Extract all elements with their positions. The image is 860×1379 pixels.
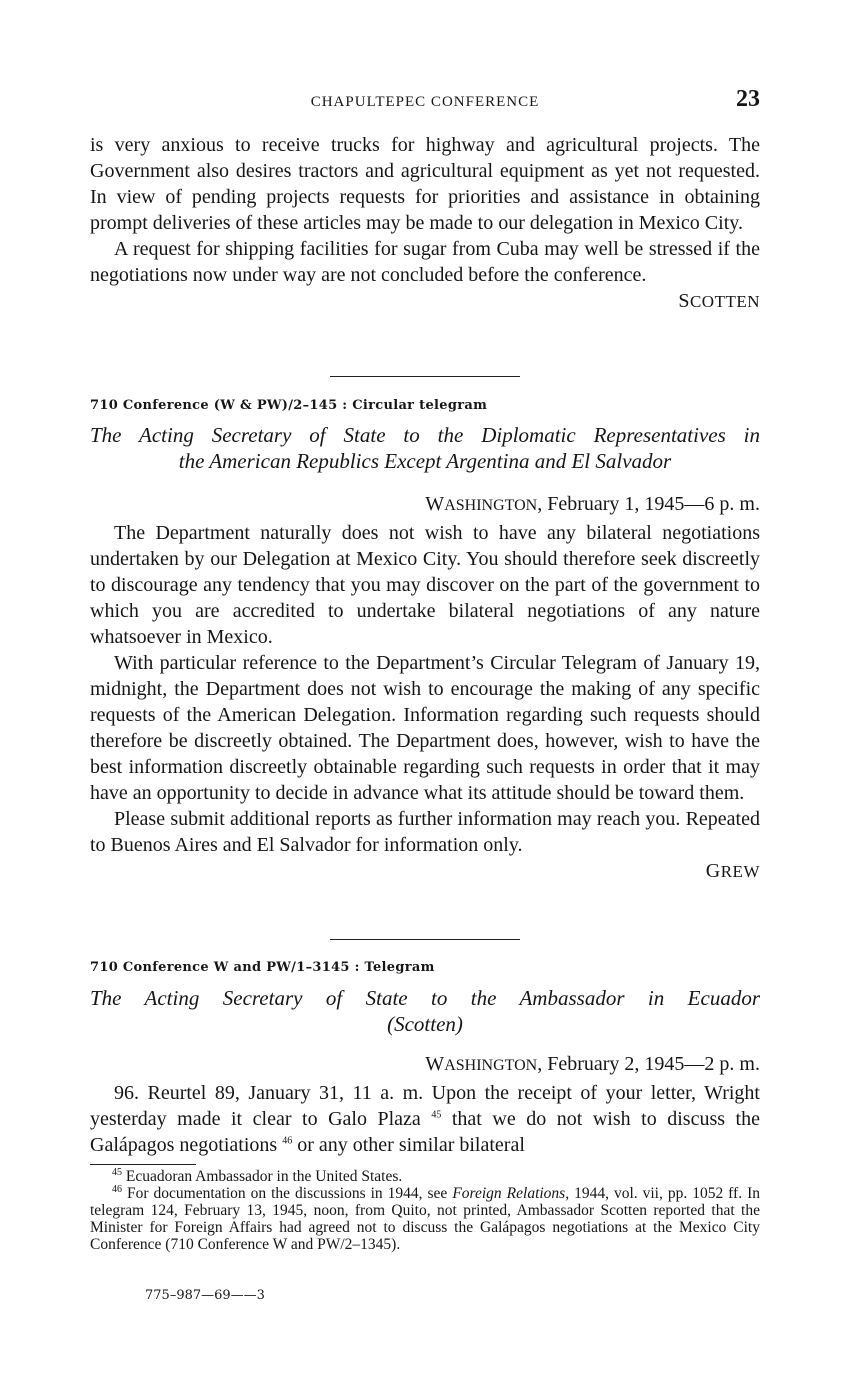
section-circular-telegram (90, 520, 760, 885)
signature-rest: REW (720, 862, 760, 881)
title-line: (Scotten) (387, 1012, 463, 1036)
dateline-initial: W (425, 493, 445, 515)
dateline-date: , February 1, 1945—6 p. m. (537, 493, 760, 515)
body-paragraph: With particular reference to the Department’s Circular Telegram of January 19, midnight, the Department does not wish to encourage the making of any specific requests of the American Delegation. Information regarding such requests should therefore be discreetly obtained. The Department does, however, wish to have the best information discreetly obtainable regarding such requests in order that it may have an opportunity to decide in advance what its attitude should be toward them. (90, 652, 760, 804)
signature-initial: G (705, 860, 721, 882)
title-line: the American Republics Except Argentina and El Salvador (178, 449, 672, 473)
dateline (425, 493, 760, 516)
footnote-reference[interactable]: 46 (282, 1135, 293, 1147)
signature-scotten (90, 288, 760, 315)
dateline (425, 1053, 760, 1076)
footnote-text: Ecuadoran Ambassador in the United States. (122, 1168, 403, 1185)
signature-grew (90, 858, 760, 885)
page-number: 23 (736, 86, 760, 112)
page-header (90, 86, 760, 118)
document-title (90, 985, 760, 1037)
section-scotten-report (90, 132, 760, 315)
dateline-place: ASHINGTON (444, 497, 538, 514)
title-line: The Acting Secretary of State to the Ambassador in Ecuador (90, 986, 760, 1010)
footnote-text: For documentation on the discussions in 1944, see (122, 1185, 453, 1202)
text-run: 96. Reurtel 89, January 31, 11 a. m. Upon the receipt of your letter, Wright yesterday made it clear to Galo Plaza (90, 1082, 760, 1130)
text-run: that we do not wish to discuss the Galápagos negotiations (90, 1108, 760, 1156)
footnote-number: 46 (112, 1183, 122, 1195)
dateline-date: , February 2, 1945—2 p. m. (537, 1053, 760, 1075)
signature-initial: S (678, 290, 690, 312)
running-head: CHAPULTEPEC CONFERENCE (310, 94, 540, 110)
footnote-number: 45 (112, 1166, 122, 1178)
title-line: The Acting Secretary of State to the Diplomatic Representatives in (90, 423, 760, 447)
body-paragraph: The Department naturally does not wish to have any bilateral negotiations undertaken by our Delegation at Mexico City. You should therefore seek discreetly to discourage any tendency that you may discover on the part of the government to which you are accredited to undertake bilateral negotiations of any nature whatsoever in Mexico. (90, 522, 760, 648)
section-divider (330, 939, 520, 940)
text-run: or any other similar bilateral (292, 1134, 525, 1156)
document-reference: 710 Conference W and PW/1–3145 : Telegram (90, 960, 435, 975)
body-paragraph: Please submit additional reports as further information may reach you. Repeated to Buenos Aires and El Salvador for information only. (90, 808, 760, 856)
section-divider (330, 376, 520, 377)
footnote-45 (90, 1168, 760, 1185)
continuation-paragraph: is very anxious to receive trucks for highway and agricultural projects. The Government also desires tractors and agricultural equipment as yet not requested. In view of pending projects requests for priorities and assistance in obtaining prompt deliveries of these articles may be made to our delegation in Mexico City. (90, 134, 760, 234)
shipping-paragraph: A request for shipping facilities for sugar from Cuba may well be stressed if the negotiations now under way are not concluded before the conference. (90, 238, 760, 286)
footnote-citation: Foreign Relations (452, 1185, 566, 1202)
dateline-place: ASHINGTON (444, 1057, 538, 1074)
footnote-reference[interactable]: 45 (431, 1109, 442, 1121)
dateline-initial: W (425, 1053, 445, 1075)
footnote-text: , 1944, vol. vii, pp. 1052 ff. In telegram 124, February 13, 1945, noon, from Quito, not printed, Ambassador Scotten reported that the Minister for Foreign Affairs had agreed not to discuss the Galápagos negotiations at the Mexico City Conference (710 Conference W and PW/2–1345). (90, 1185, 760, 1253)
print-code: 775–987—69——3 (145, 1288, 265, 1303)
body-paragraph (90, 1080, 760, 1158)
document-reference: 710 Conference (W & PW)/2–145 : Circular telegram (90, 398, 488, 413)
footnotes (90, 1168, 760, 1253)
footnote-46 (90, 1185, 760, 1253)
footnote-divider (90, 1164, 196, 1165)
document-title (90, 422, 760, 474)
section-ecuador-telegram (90, 1080, 760, 1158)
signature-rest: COTTEN (689, 292, 760, 311)
